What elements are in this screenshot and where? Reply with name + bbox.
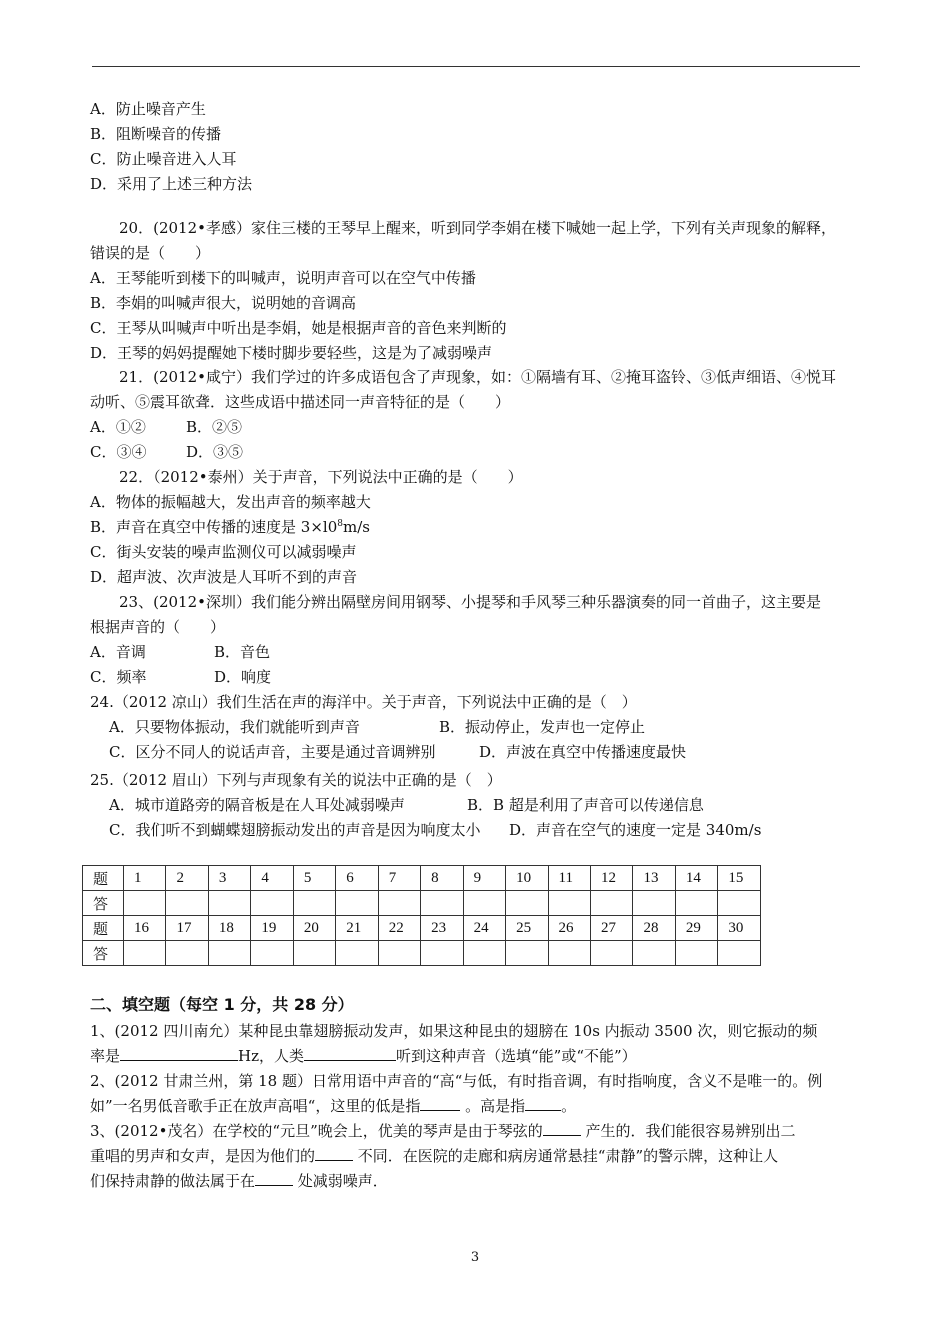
question-number-cell: 24 — [463, 916, 505, 941]
answer-cell[interactable] — [421, 941, 463, 966]
question-number-cell: 18 — [208, 916, 250, 941]
question-number-cell: 29 — [675, 916, 717, 941]
answer-cell[interactable] — [166, 941, 208, 966]
answer-cell[interactable] — [336, 891, 378, 916]
table-row — [83, 866, 761, 891]
answer-cell[interactable] — [633, 891, 675, 916]
question-number-cell: 5 — [293, 866, 335, 891]
text: 如”一名男低音歌手正在放声高唱“，这里的低是指 — [90, 1097, 421, 1115]
q22-option-b-exponent: 8 — [337, 519, 343, 529]
question-number-cell: 22 — [378, 916, 420, 941]
q21-stem-cont: 动听、⑤震耳欲聋．这些成语中描述同一声音特征的是（ ） — [90, 393, 511, 411]
table-row — [83, 941, 761, 966]
answer-cell[interactable] — [378, 941, 420, 966]
q22-option-b-text: B．声音在真空中传播的速度是 3×l0 — [90, 518, 338, 536]
question-number-cell: 26 — [548, 916, 590, 941]
answer-cell[interactable] — [208, 891, 250, 916]
row-label: 答 — [83, 891, 124, 916]
question-number-cell: 28 — [633, 916, 675, 941]
q24-option-a: A．只要物体振动，我们就能听到声音 — [109, 718, 360, 736]
q25-option-d: D．声音在空气的速度一定是 340m/s — [509, 821, 762, 839]
text: 产生的．我们能很容易辨别出二 — [580, 1122, 796, 1140]
answer-cell[interactable] — [124, 891, 166, 916]
answer-cell[interactable] — [293, 941, 335, 966]
text: 重唱的男声和女声，是因为他们的 — [90, 1147, 316, 1165]
question-number-cell: 14 — [675, 866, 717, 891]
text: Hz，人类 — [238, 1047, 304, 1065]
table-row — [83, 916, 761, 941]
q22-option-c: C．街头安装的噪声监测仪可以减弱噪声 — [90, 543, 357, 561]
answer-cell[interactable] — [548, 941, 590, 966]
answer-cell[interactable] — [548, 891, 590, 916]
answer-cell[interactable] — [590, 941, 632, 966]
section-heading: 二、填空题（每空 1 分，共 28 分） — [90, 995, 354, 1014]
fill-q3-cont — [90, 1146, 778, 1166]
q23-option-d: D．响度 — [214, 668, 272, 686]
question-number-cell: 16 — [124, 916, 166, 941]
answer-cell[interactable] — [378, 891, 420, 916]
q23-options-row1 — [90, 642, 270, 662]
q21-option-d: D．③⑤ — [186, 443, 244, 461]
q20-stem-cont: 错误的是（ ） — [90, 244, 211, 262]
question-number-cell: 19 — [251, 916, 293, 941]
question-number-cell: 25 — [506, 916, 548, 941]
question-number-cell: 30 — [718, 916, 761, 941]
fill-q3 — [90, 1121, 796, 1141]
fill-q3-cont2 — [90, 1171, 388, 1191]
question-number-cell: 7 — [378, 866, 420, 891]
q19-option-c: C．防止噪音进入人耳 — [90, 150, 237, 168]
answer-cell[interactable] — [336, 941, 378, 966]
question-number-cell: 27 — [590, 916, 632, 941]
answer-cell[interactable] — [675, 891, 717, 916]
q25-option-b: B．B 超是利用了声音可以传递信息 — [467, 796, 704, 814]
question-number-cell: 1 — [124, 866, 166, 891]
answer-cell[interactable] — [208, 941, 250, 966]
question-number-cell: 9 — [463, 866, 505, 891]
fill-q2: 2、(2012 甘肃兰州，第 18 题）日常用语中声音的“高“与低，有时指音调，有时指响度，含义不是唯一的。例 — [90, 1072, 823, 1090]
text: 率是 — [90, 1047, 121, 1065]
answer-blank[interactable] — [255, 1171, 293, 1186]
question-number-cell: 13 — [633, 866, 675, 891]
fill-q1-cont — [90, 1046, 637, 1066]
answer-cell[interactable] — [506, 941, 548, 966]
q21-options-row2 — [90, 442, 243, 462]
q22-option-d: D．超声波、次声波是人耳听不到的声音 — [90, 568, 358, 586]
text: 。高是指 — [460, 1097, 526, 1115]
q23-stem: 23、(2012•深圳）我们能分辨出隔壁房间用钢琴、小提琴和手风琴三种乐器演奏的同一首曲子，这主要是 — [119, 593, 821, 611]
q22-option-a: A．物体的振幅越大，发出声音的频率越大 — [90, 493, 371, 511]
answer-blank[interactable] — [525, 1096, 561, 1111]
fill-q2-cont — [90, 1096, 576, 1116]
q22-stem: 22．（2012•泰州）关于声音，下列说法中正确的是（ ） — [119, 468, 523, 486]
question-number-cell: 6 — [336, 866, 378, 891]
q25-option-c: C．我们听不到蝴蝶翅膀振动发出的声音是因为响度太小 — [109, 821, 481, 839]
question-number-cell: 17 — [166, 916, 208, 941]
q23-stem-cont: 根据声音的（ ） — [90, 618, 226, 636]
text: 处减弱噪声． — [293, 1172, 388, 1190]
q24-options-row2 — [109, 742, 686, 762]
question-number-cell: 21 — [336, 916, 378, 941]
answer-blank[interactable] — [420, 1096, 460, 1111]
answer-cell[interactable] — [293, 891, 335, 916]
q19-option-d: D．采用了上述三种方法 — [90, 175, 253, 193]
answer-cell[interactable] — [124, 941, 166, 966]
answer-cell[interactable] — [633, 941, 675, 966]
text: 听到这种声音（选填“能”或“不能”） — [396, 1047, 637, 1065]
q25-stem: 25.（2012 眉山）下列与声现象有关的说法中正确的是（ ） — [90, 771, 502, 789]
header-rule — [92, 66, 860, 67]
question-number-cell: 3 — [208, 866, 250, 891]
row-label: 题 — [83, 866, 124, 891]
question-number-cell: 2 — [166, 866, 208, 891]
q25-option-a: A．城市道路旁的隔音板是在人耳处减弱噪声 — [109, 796, 405, 814]
q22-option-b — [90, 517, 370, 537]
question-number-cell: 10 — [506, 866, 548, 891]
q25-options-row1 — [109, 795, 704, 815]
q24-option-c: C．区分不同人的说话声音，主要是通过音调辨别 — [109, 743, 436, 761]
q19-option-b: B．阻断噪音的传播 — [90, 125, 222, 143]
answer-blank[interactable] — [543, 1121, 581, 1136]
q23-option-a: A．音调 — [90, 643, 146, 661]
q21-option-c: C．③④ — [90, 443, 147, 461]
q21-option-a: A．①② — [90, 418, 146, 436]
answer-cell[interactable] — [675, 941, 717, 966]
answer-cell[interactable] — [590, 891, 632, 916]
answer-cell[interactable] — [718, 941, 761, 966]
q20-option-d: D．王琴的妈妈提醒她下楼时脚步要轻些，这是为了减弱噪声 — [90, 344, 493, 362]
answer-table — [82, 865, 761, 966]
q23-options-row2 — [90, 667, 271, 687]
q24-options-row1 — [109, 717, 645, 737]
text: 不同．在医院的走廊和病房通常悬挂“肃静”的警示牌，这种让人 — [353, 1147, 779, 1165]
q23-option-b: B．音色 — [214, 643, 271, 661]
question-number-cell: 11 — [548, 866, 590, 891]
answer-cell[interactable] — [251, 941, 293, 966]
row-label: 题 — [83, 916, 124, 941]
question-number-cell: 4 — [251, 866, 293, 891]
q24-stem: 24.（2012 凉山）我们生活在声的海洋中。关于声音，下列说法中正确的是（ ） — [90, 693, 637, 711]
text: 3、(2012•茂名）在学校的“元旦”晚会上，优美的琴声是由于琴弦的 — [90, 1122, 543, 1140]
q21-options-row1 — [90, 417, 242, 437]
answer-blank[interactable] — [120, 1046, 238, 1061]
text: 们保持肃静的做法属于在 — [90, 1172, 256, 1190]
answer-cell[interactable] — [506, 891, 548, 916]
answer-cell[interactable] — [421, 891, 463, 916]
page-number: 3 — [470, 1250, 480, 1265]
answer-cell[interactable] — [463, 941, 505, 966]
answer-cell[interactable] — [718, 891, 761, 916]
question-number-cell: 8 — [421, 866, 463, 891]
table-row — [83, 891, 761, 916]
q21-stem: 21．(2012•咸宁）我们学过的许多成语包含了声现象，如：①隔墙有耳、②掩耳盗铃、③低声细语、④悦耳 — [119, 368, 836, 386]
text: 。 — [561, 1097, 577, 1115]
question-number-cell: 20 — [293, 916, 335, 941]
fill-q1: 1、(2012 四川南允）某种昆虫靠翅膀振动发声，如果这种昆虫的翅膀在 10s 内振动 3500 次，则它振动的频 — [90, 1022, 818, 1040]
answer-blank[interactable] — [315, 1146, 353, 1161]
answer-cell[interactable] — [251, 891, 293, 916]
question-number-cell: 23 — [421, 916, 463, 941]
q19-option-a: A．防止噪音产生 — [90, 100, 206, 118]
q20-option-c: C．王琴从叫喊声中听出是李娟，她是根据声音的音色来判断的 — [90, 319, 507, 337]
answer-cell[interactable] — [463, 891, 505, 916]
q21-option-b: B．②⑤ — [186, 418, 243, 436]
question-number-cell: 15 — [718, 866, 761, 891]
q20-stem: 20．(2012•孝感）家住三楼的王琴早上醒来，听到同学李娟在楼下喊她一起上学，下列有关声现象的解释， — [119, 219, 836, 237]
answer-blank[interactable] — [304, 1046, 396, 1061]
q25-options-row2 — [109, 820, 761, 840]
q24-option-b: B．振动停止，发声也一定停止 — [439, 718, 646, 736]
q24-option-d: D．声波在真空中传播速度最快 — [479, 743, 687, 761]
q20-option-a: A．王琴能听到楼下的叫喊声，说明声音可以在空气中传播 — [90, 269, 476, 287]
row-label: 答 — [83, 941, 124, 966]
q23-option-c: C．频率 — [90, 668, 147, 686]
question-number-cell: 12 — [590, 866, 632, 891]
q20-option-b: B．李娟的叫喊声很大，说明她的音调高 — [90, 294, 357, 312]
q22-option-b-unit: m/s — [342, 518, 370, 536]
answer-cell[interactable] — [166, 891, 208, 916]
